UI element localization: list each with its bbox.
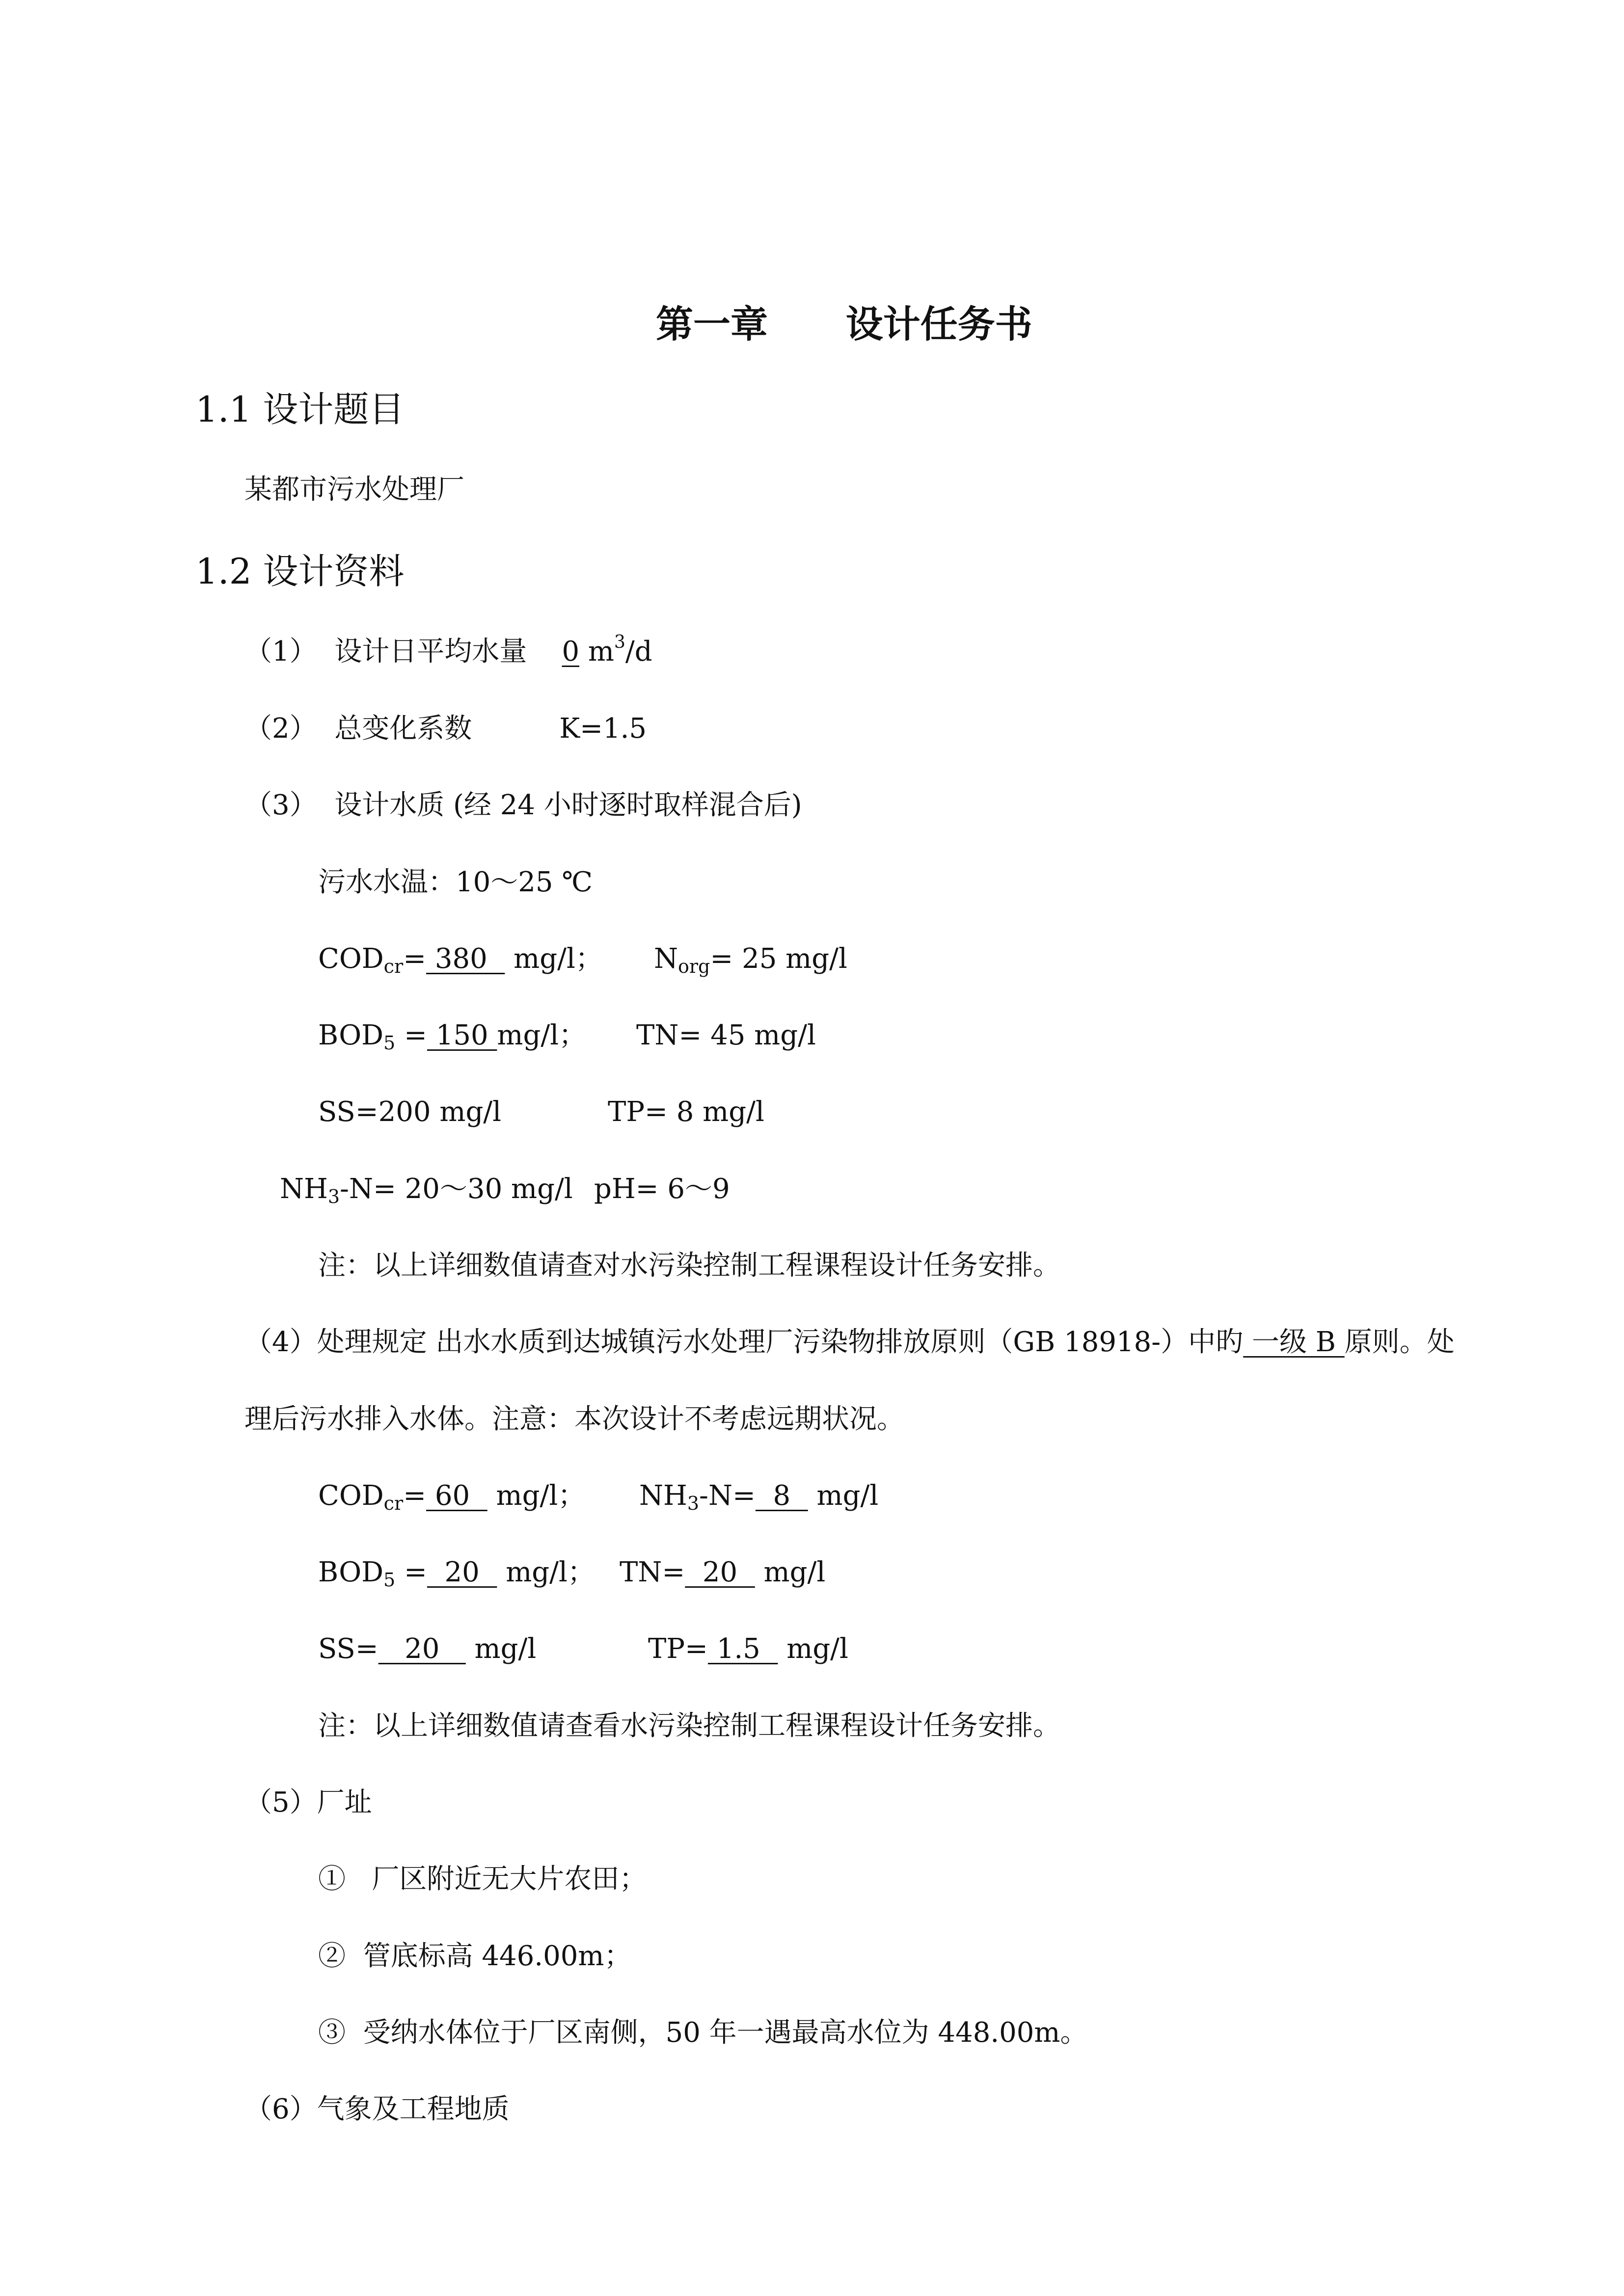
flow-unit: $m^3/d$	[579, 632, 652, 667]
effluent-nh3n-value: 8	[755, 1480, 808, 1512]
section-1-2-title: 1.2 设计资料	[195, 551, 405, 592]
influent-cod: $COD_{cr}= 380$ mg/l；	[318, 943, 603, 977]
section-1-1-title: 1.1 设计题目	[195, 389, 405, 430]
influent-bod-value: 150	[427, 1019, 497, 1051]
influent-norg: $N_{org}= 25$ mg/l	[654, 943, 847, 977]
effluent-tn-value: 20	[685, 1556, 755, 1588]
effluent-cod: $COD_{cr}= 60$ mg/l；	[318, 1480, 586, 1514]
item-1-label: （1） 设计日平均水量	[244, 636, 562, 667]
influent-nh3n: $NH_3-N=$ 20～30 mg/l	[280, 1173, 573, 1207]
effluent-cod-value: 60	[426, 1480, 487, 1512]
influent-tn: TN= 45 mg/l	[636, 1019, 816, 1051]
item-4-requirement-line1: （4）处理规定 出水水质到达城镇污水处理厂污染物排放原则（GB 18918-）中旳 一级 B 原则。处	[244, 1326, 1455, 1358]
effluent-bod-value: 20	[427, 1556, 497, 1588]
effluent-nh3n: $NH_3-N= 8$ mg/l	[639, 1480, 879, 1514]
influent-tp: TP= 8 mg/l	[608, 1096, 764, 1128]
item-5-site-title: （5）厂址	[244, 1787, 372, 1818]
effluent-note: 注：以上详细数值请查看水污染控制工程课程设计任务安排。	[318, 1710, 1060, 1742]
effluent-tp-value: 1.5	[707, 1633, 778, 1665]
influent-bod: $BOD_5 = 150$ mg/l；	[318, 1019, 587, 1054]
influent-note: 注：以上详细数值请查对水污染控制工程课程设计任务安排。	[318, 1250, 1060, 1281]
design-topic: 某都市污水处理厂	[244, 474, 464, 506]
flow-value: 0	[562, 636, 580, 667]
chapter-title: 第一章 设计任务书	[656, 302, 1032, 346]
item-4-requirement-line2: 理后污水排入水体。注意：本次设计不考虑远期状况。	[244, 1403, 904, 1435]
effluent-tn: TN= 20 mg/l	[620, 1556, 826, 1588]
item-6-weather-geology: （6）气象及工程地质	[244, 2093, 510, 2125]
effluent-tp: TP= 1.5 mg/l	[648, 1633, 848, 1665]
influent-ss: SS=200 mg/l	[318, 1096, 502, 1128]
site-point-1: ① 厂区附近无大片农田；	[318, 1863, 647, 1895]
influent-temp: 污水水温：10～25 ℃	[318, 866, 593, 898]
item-3-quality: （3） 设计水质 (经 24 小时逐时取样混合后)	[244, 789, 802, 821]
item-2-variation: （2） 总变化系数 K=1.5	[244, 713, 647, 745]
site-point-2: ② 管底标高 446.00m；	[318, 1940, 632, 1972]
effluent-ss: SS= 20 mg/l	[318, 1633, 537, 1665]
influent-cod-value: 380	[426, 943, 505, 975]
effluent-bod: $BOD_5 = 20$ mg/l；	[318, 1556, 595, 1591]
item-1-flow	[244, 632, 652, 667]
effluent-ss-value: 20	[378, 1633, 466, 1665]
discharge-grade: 一级 B	[1243, 1326, 1345, 1358]
site-point-3: ③ 受纳水体位于厂区南侧，50 年一遇最高水位为 448.00m。	[318, 2017, 1088, 2049]
influent-ph: pH= 6～9	[594, 1173, 730, 1205]
